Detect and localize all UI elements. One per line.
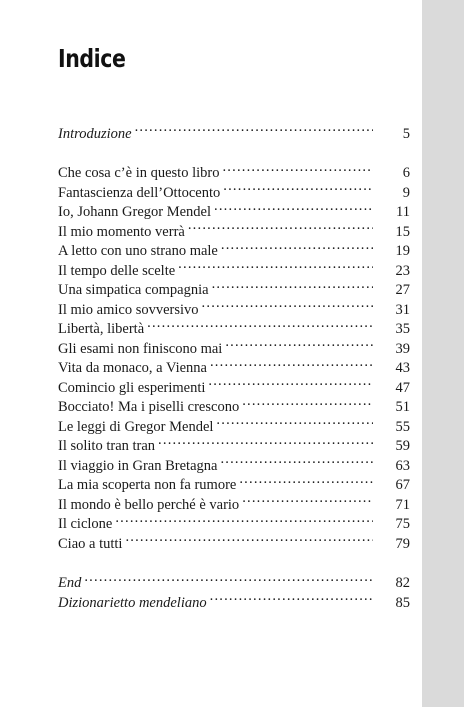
toc-entry-title: Io, Johann Gregor Mendel (58, 204, 212, 220)
dot-leader (221, 236, 373, 256)
toc-entry-page-number: 27 (395, 282, 410, 298)
toc-entry[interactable] (58, 587, 410, 611)
page-edge-band (422, 0, 464, 707)
toc-entry-page-number: 6 (402, 165, 410, 181)
toc-entry-page-number: 55 (395, 418, 410, 435)
dot-leader (214, 197, 373, 217)
toc-entry-title: Bocciato! Ma i piselli crescono (58, 399, 240, 415)
dot-leader (147, 314, 373, 334)
dot-leader (223, 177, 373, 197)
toc-entry-title: Dizionarietto mendeliano (58, 594, 207, 611)
toc-entry-page-number: 9 (402, 184, 410, 201)
toc-group (58, 158, 410, 552)
dot-leader (225, 333, 373, 353)
dot-leader (210, 353, 373, 373)
toc-entry-page-number: 5 (402, 125, 410, 142)
toc-entry-title: Ciao a tutti (58, 535, 123, 552)
dot-leader (242, 489, 373, 509)
toc-entry-title: A letto con uno strano male (58, 243, 218, 259)
toc-entry-title: Il tempo delle scelte (58, 262, 176, 279)
toc-entry-title: Che cosa c’è in questo libro (58, 165, 220, 181)
toc-entry-page-number: 11 (396, 204, 410, 220)
dot-leader (84, 568, 373, 588)
toc-entry-page-number: 51 (395, 399, 410, 415)
toc-entry-title: Le leggi di Gregor Mendel (58, 418, 214, 435)
toc-entry-title: Una simpatica compagnia (58, 282, 209, 298)
dot-leader (188, 216, 373, 236)
dot-leader (115, 509, 373, 529)
toc-entry-page-number: 85 (395, 594, 410, 611)
toc-entry-page-number: 31 (395, 301, 410, 318)
toc-entry-page-number: 19 (395, 243, 410, 259)
toc-entry-page-number: 15 (395, 223, 410, 240)
toc-entry-title: Fantascienza dell’Ottocento (58, 184, 221, 201)
toc-entry-title: Il mondo è bello perché è vario (58, 496, 240, 513)
dot-leader (220, 450, 373, 470)
toc-entry-page-number: 35 (395, 321, 410, 337)
dot-leader (222, 158, 373, 178)
toc-entry-page-number: 39 (395, 340, 410, 357)
toc-entry[interactable] (58, 158, 410, 181)
toc-entry-title: Il viaggio in Gran Bretagna (58, 457, 218, 474)
toc-entry-title: End (58, 575, 82, 591)
toc-entry-title: Il mio momento verrà (58, 223, 185, 240)
toc-entry-page-number: 59 (395, 438, 410, 454)
toc-entry-title: Vita da monaco, a Vienna (58, 360, 207, 376)
toc-entry-title: Gli esami non finiscono mai (58, 340, 223, 357)
dot-leader (212, 275, 373, 295)
toc-entry-page-number: 71 (395, 496, 410, 513)
toc-entry-page-number: 43 (395, 360, 410, 376)
toc-entry-page-number: 67 (395, 477, 410, 493)
dot-leader (239, 470, 373, 490)
dot-leader (242, 392, 373, 412)
dot-leader (210, 587, 373, 607)
toc-entry-title: La mia scoperta non fa rumore (58, 477, 237, 493)
dot-leader (158, 431, 373, 451)
toc-group (58, 118, 410, 142)
toc-entry-title: Libertà, libertà (58, 321, 145, 337)
toc-entry-page-number: 47 (395, 379, 410, 396)
dot-leader (202, 294, 373, 314)
dot-leader (208, 372, 373, 392)
toc-entry[interactable] (58, 568, 410, 591)
dot-leader (216, 411, 373, 431)
toc-entry-page-number: 23 (395, 262, 410, 279)
toc-entry-page-number: 63 (395, 457, 410, 474)
toc-entry-page-number: 75 (395, 516, 410, 532)
toc-entry-page-number: 82 (395, 575, 410, 591)
toc-entry-title: Introduzione (58, 125, 132, 142)
toc-entry-title: Il mio amico sovversivo (58, 301, 199, 318)
toc-entry-page-number: 79 (395, 535, 410, 552)
dot-leader (135, 118, 373, 138)
toc-group (58, 568, 410, 611)
toc-entry-title: Il ciclone (58, 516, 113, 532)
table-of-contents (58, 118, 410, 611)
toc-entry-title: Il solito tran tran (58, 438, 156, 454)
dot-leader (125, 528, 373, 548)
toc-entry[interactable] (58, 118, 410, 142)
toc-entry-title: Comincio gli esperimenti (58, 379, 206, 396)
dot-leader (178, 255, 373, 275)
page-title: Indice (58, 44, 126, 73)
